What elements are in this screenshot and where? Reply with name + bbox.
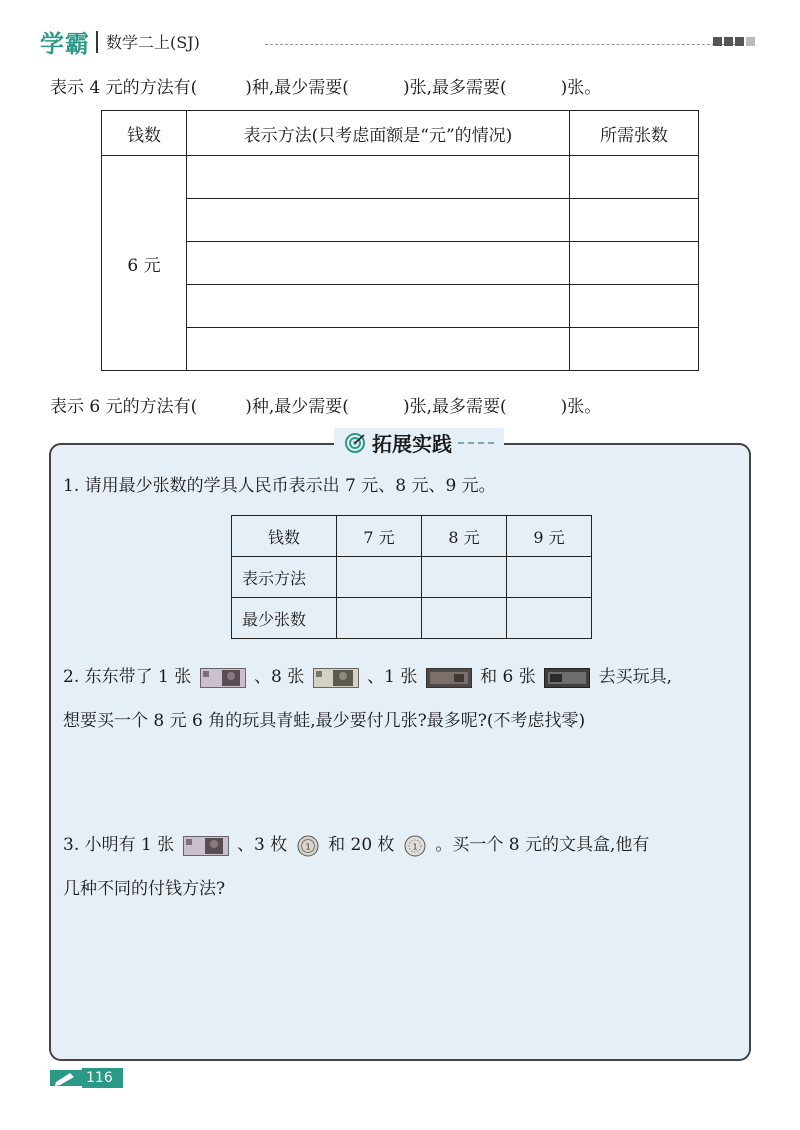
q1-table xyxy=(231,515,592,639)
q1-text: 1. 请用最少张数的学具人民币表示出 7 元、8 元、9 元。 xyxy=(63,476,496,496)
q2-t1: 2. 东东带了 1 张 xyxy=(63,667,192,687)
q1-answer-cell[interactable] xyxy=(422,598,507,639)
coin-1-yuan-icon xyxy=(297,835,319,857)
q2-t3: 、1 张 xyxy=(367,667,418,687)
page-header xyxy=(40,24,755,58)
banknote-5-yuan-icon xyxy=(183,836,229,856)
q2-t4: 和 6 张 xyxy=(480,667,536,687)
q3-line2: 几种不同的付钱方法? xyxy=(63,879,226,899)
target-icon xyxy=(344,432,366,454)
q4-text-d: )张。 xyxy=(560,78,602,98)
count-cell[interactable] xyxy=(570,328,699,371)
q4-text-c: )张,最多需要( xyxy=(402,78,507,98)
page-number: 116 xyxy=(82,1068,123,1088)
method-cell[interactable] xyxy=(187,199,570,242)
book-subtitle: 数学二上(SJ) xyxy=(106,33,200,52)
header-rule xyxy=(265,44,735,45)
six-yuan-table xyxy=(101,110,699,371)
question-6-yuan xyxy=(50,392,601,417)
q1-th-9: 9 元 xyxy=(507,516,592,557)
svg-text:1: 1 xyxy=(412,842,418,851)
header-blocks xyxy=(713,37,755,46)
th-method: 表示方法(只考虑面额是“元”的情况) xyxy=(187,111,570,156)
q6-text-b: )种,最少需要( xyxy=(245,397,349,417)
q6-text-a: 表示 6 元的方法有( xyxy=(50,397,198,417)
coin-1-jiao-icon xyxy=(404,835,426,857)
q3-t4: 。买一个 8 元的文具盒,他有 xyxy=(435,835,650,855)
brand-separator xyxy=(96,31,98,53)
pencil-icon xyxy=(50,1068,82,1088)
q3-t2: 、3 枚 xyxy=(237,835,288,855)
section-title xyxy=(334,428,504,457)
q4-text-a: 表示 4 元的方法有( xyxy=(50,78,198,98)
banknote-1-yuan-icon xyxy=(313,668,359,688)
q1-answer-cell[interactable] xyxy=(422,557,507,598)
brand xyxy=(40,24,200,59)
q1-row-method: 表示方法 xyxy=(232,557,337,598)
page-footer xyxy=(50,1068,123,1088)
method-cell[interactable] xyxy=(187,285,570,328)
q2-line1 xyxy=(63,660,672,694)
q4-text-b: )种,最少需要( xyxy=(245,78,349,98)
banknote-5-jiao-icon xyxy=(426,668,472,688)
q2-t5: 去买玩具, xyxy=(598,667,672,687)
th-amount: 钱数 xyxy=(102,111,187,156)
method-cell[interactable] xyxy=(187,242,570,285)
q2-t2: 、8 张 xyxy=(254,667,305,687)
title-dash xyxy=(458,442,494,444)
count-cell[interactable] xyxy=(570,285,699,328)
q1-answer-cell[interactable] xyxy=(337,598,422,639)
q6-text-d: )张。 xyxy=(560,397,602,417)
count-cell[interactable] xyxy=(570,199,699,242)
banknote-1-jiao-icon xyxy=(544,668,590,688)
q1-th-amount: 钱数 xyxy=(232,516,337,557)
q1-row-count: 最少张数 xyxy=(232,598,337,639)
method-cell[interactable] xyxy=(187,156,570,199)
q2-line2: 想要买一个 8 元 6 角的玩具青蛙,最少要付几张?最多呢?(不考虑找零) xyxy=(63,711,586,731)
q6-text-c: )张,最多需要( xyxy=(402,397,507,417)
q3-line1 xyxy=(63,828,649,862)
q1-th-7: 7 元 xyxy=(337,516,422,557)
count-cell[interactable] xyxy=(570,156,699,199)
count-cell[interactable] xyxy=(570,242,699,285)
q1-answer-cell[interactable] xyxy=(507,557,592,598)
expansion-section xyxy=(49,432,751,1061)
q1-answer-cell[interactable] xyxy=(337,557,422,598)
th-count: 所需张数 xyxy=(570,111,699,156)
q3-t1: 3. 小明有 1 张 xyxy=(63,835,175,855)
banknote-5-yuan-icon xyxy=(200,668,246,688)
svg-text:1: 1 xyxy=(305,842,311,851)
q1-th-8: 8 元 xyxy=(422,516,507,557)
section-title-text: 拓展实践 xyxy=(372,432,452,456)
question-4-yuan xyxy=(50,73,601,98)
q1-answer-cell[interactable] xyxy=(507,598,592,639)
q3-t3: 和 20 枚 xyxy=(328,835,395,855)
amount-cell: 6 元 xyxy=(102,156,187,371)
brand-logo: 学霸 xyxy=(40,30,90,58)
method-cell[interactable] xyxy=(187,328,570,371)
